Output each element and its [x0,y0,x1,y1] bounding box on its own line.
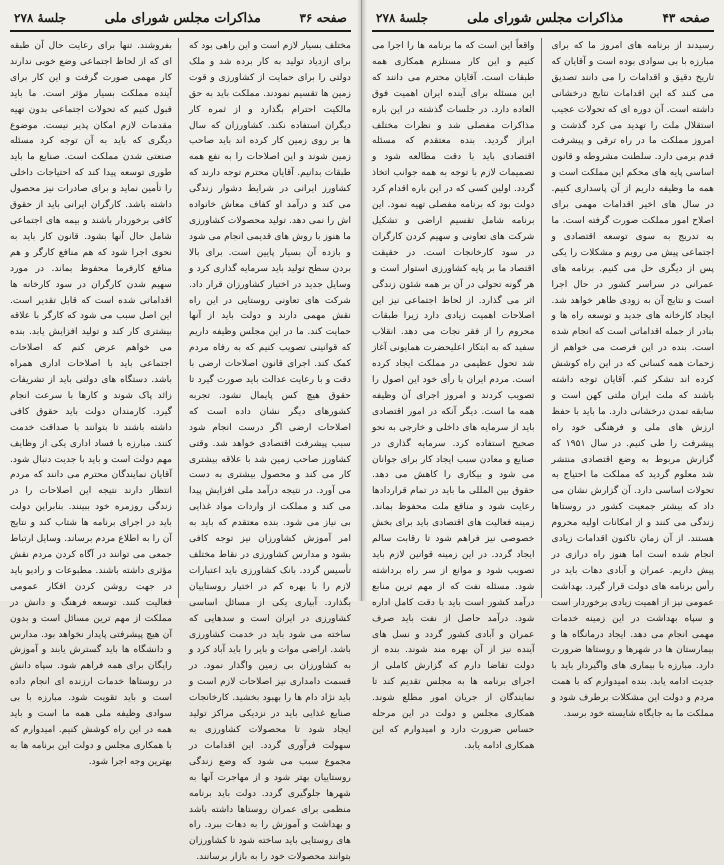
left-column-2-text: بفروشند. تنها برای رعایت حال آن طبقه ای که از لحاظ اجتماعی وضع خوبی ندارند کار مهمی صورت گرفت و این کار برای آینده مملکت بسیار مؤثر است. ما باید قبول کنیم که تحولات اجتماعی بدون تهیه مقدمات لازم امکان پذیر نیست. موضوع دیگری که باید به آن توجه کرد مسئله صنعتی شدن مملکت است. صنایع ما باید طوری توسعه پیدا کند که احتیاجات داخلی را تأمین نماید و برای صادرات نیز محصول داشته باشد. کارگران ایرانی باید از حقوق کافی برخوردار باشند و بیمه های اجتماعی شامل حال آنها بشود. قانون کار باید به نحوی اجرا شود که هم منافع کارگر و هم منافع کارفرما محفوظ بماند. در مورد سهیم شدن کارگران در سود کارخانه ها اقداماتی شده است که قابل تقدیر است. این اصل سبب می شود که کارگر با علاقه بیشتری کار کند و تولید افزایش یابد. بنده می خواهم عرض کنم که اصلاحات اجتماعی باید با اصلاحات اداری همراه باشد. دستگاه های دولتی باید از تشریفات زائد پاک شوند و کارها با سرعت انجام گیرد. کارمندان دولت باید حقوق کافی داشته باشند تا بتوانند با صداقت خدمت کنند. مبارزه با فساد اداری یکی از وظایف مهم دولت است و باید با جدیت دنبال شود. آقایان نمایندگان محترم می دانند که مردم انتظار دارند نتیجه این اصلاحات را در زندگی روزمره خود ببینند. بنابراین دولت باید در اجرای برنامه ها شتاب کند و نتایج آن را به اطلاع مردم برساند. وسایل ارتباط جمعی می توانند در آگاه کردن مردم نقش مؤثری داشته باشند. مطبوعات و رادیو باید در جهت روشن کردن افکار عمومی فعالیت کنند. توسعه فرهنگ و دانش در مملکت از مهم ترین مسائل است و بدون آن هیچ پیشرفتی پایدار نخواهد بود. مدارس و دانشگاه ها باید گسترش یابند و آموزش رایگان برای همه فراهم شود. سپاه دانش در روستاها خدمات ارزنده ای انجام داده است و باید تقویت شود. مبارزه با بی سوادی وظیفه ملی همه ما است و باید همه در این راه کوشش کنیم. امیدوارم که با همکاری مجلس و دولت این برنامه ها به بهترین وجه اجرا شود. [10,40,172,767]
right-column-1-text: رسیدند از برنامه های امروز ما که برای مبارزه با بی سوادی بوده است و آقایان که تاریخ دقیق و اقدامات را می دانند تصدیق می کنند که این اقدامات نتایج درخشانی داشته است. آن دوره ای که تحولات عجیب استقلال ملت را تهدید می کرد گذشت و امروز مملکت ما در راه ترقی و پیشرفت قدم برمی دارد. سلطنت مشروطه و قانون اساسی پایه های محکم این مملکت است و همه ما وظیفه داریم از آن پاسداری کنیم. در سال های اخیر اقدامات مهمی برای اصلاح امور مملکت صورت گرفته است. ما به تدریج به سوی توسعه اقتصادی و اجتماعی پیش می رویم و مشکلات را یکی پس از دیگری حل می کنیم. برنامه های عمرانی در سراسر کشور در حال اجرا است و نتایج آن به زودی ظاهر خواهد شد. ایجاد کارخانه های جدید و توسعه راه ها و بنادر از جمله اقداماتی است که انجام شده است. بنده در این فرصت می خواهم از زحمات همه کسانی که در این راه کوشش کرده اند تشکر کنم. آقایان توجه داشته باشند که ملت ایران ملتی کهن است و سابقه تمدن درخشانی دارد. ما باید با حفظ ارزش های ملی و فرهنگی خود راه پیشرفت را طی کنیم. در سال ۱۹۵۱ که گزارش مربوط به وضع اقتصادی منتشر شد معلوم گردید که مملکت ما احتیاج به تحولات اساسی دارد. آن گزارش نشان می داد که بیشتر جمعیت کشور در روستاها زندگی می کنند و از امکانات اولیه محروم هستند. از آن زمان تاکنون اقدامات زیادی انجام شده است اما هنوز راه درازی در پیش داریم. عمران و آبادی دهات باید در رأس برنامه های دولت قرار گیرد. بهداشت عمومی نیز از اهمیت زیادی برخوردار است و سپاه بهداشت در این زمینه خدمات مهمی انجام می دهد. ایجاد درمانگاه ها و بیمارستان ها در شهرها و روستاها ضرورت دارد. مبارزه با بیماری های واگیردار باید با جدیت ادامه یابد. بنده امیدوارم که با همت مردم و دولت این مشکلات برطرف شود و مملکت ما به جایگاه شایسته خود برسد. [551,40,714,720]
book-gutter-shadow [357,0,367,601]
right-page-header [372,6,714,32]
right-session-label: جلسهٔ ۲۷۸ [376,11,429,25]
right-column-2 [372,38,542,751]
right-page-columns [372,38,714,751]
left-column-1 [189,38,351,863]
left-column-2 [10,38,179,767]
left-page-number: صفحه ۳۶ [299,11,347,25]
right-page-title: مذاکرات مجلس شورای ملی [467,10,624,26]
left-page-columns [10,38,351,863]
right-page [362,0,724,751]
right-column-2-text: واقعاً این است که ما برنامه ها را اجرا می کنیم و این کار مستلزم همکاری همه طبقات است. آقایان محترم می دانند که این مسئله برای آینده ایران اهمیت فوق العاده دارد. در جلسات گذشته در این باره مذاکرات مفصلی شد و نظرات مختلف ابراز گردید. بنده معتقدم که مسئله اقتصادی باید با دقت مطالعه شود و تصمیمات لازم با توجه به همه جوانب اتخاذ گردد. اولین کسی که در این باره اقدام کرد دولت بود که برنامه مفصلی تهیه نمود. این برنامه شامل تقسیم اراضی و تشکیل شرکت های تعاونی و سهیم کردن کارگران در سود کارخانجات است. در حقیقت اقتصاد ما بر پایه کشاورزی استوار است و هر گونه تحولی در آن بر همه شئون زندگی اثر می گذارد. از لحاظ اجتماعی نیز این اصلاحات اهمیت زیادی دارد زیرا طبقات محروم را از فقر نجات می دهد. انقلاب سفید که به ابتکار اعلیحضرت همایونی آغاز شد تحول عظیمی در مملکت ایجاد کرده است. مردم ایران با رأی خود این اصول را تصویب کردند و امروز اجرای آن وظیفه همه ما است. دیگر آنکه در امور اقتصادی باید از سرمایه های داخلی و خارجی به نحو صحیح استفاده کرد. سرمایه گذاری در صنایع و معادن سبب ایجاد کار برای جوانان می شود و بیکاری را کاهش می دهد. حقوق بین المللی ما باید در تمام قراردادها رعایت شود و منافع ملت محفوظ بماند. زمینه فعالیت های اقتصادی باید برای بخش خصوصی نیز فراهم شود تا رقابت سالم ایجاد گردد. در این زمینه قوانین لازم باید تصویب شود و موانع از سر راه برداشته شود. مسئله نفت که از مهم ترین منابع درآمد کشور است باید با دقت کامل اداره شود. درآمد حاصل از نفت باید صرف عمران و آبادی کشور گردد و نسل های آینده نیز از آن بهره مند شوند. بنده از دولت تقاضا دارم که گزارش کاملی از اجرای برنامه ها به مجلس تقدیم کند تا نمایندگان از جریان امور مطلع شوند. همکاری مجلس و دولت در این مرحله حساس ضرورت دارد و امیدوارم که این همکاری ادامه یابد. [372,40,535,751]
left-page [0,0,362,863]
right-page-number: صفحه ۴۳ [662,11,710,25]
left-session-label: جلسهٔ ۲۷۸ [14,11,67,25]
left-page-header [10,6,351,32]
left-column-1-text: مختلف بسیار لازم است و این راهی بود که برای ازدیاد تولید به کار برده شد و ملک دولتی را برای حمایت از کشاورزی و قوت زمین ها تقسیم نمودند. مملکت باید به حق مالکیت احترام بگذارد و از ثمره کار دیگران استفاده نکند. کشاورزان که سال ها بر روی زمین کار کرده اند باید صاحب زمین شوند و این اصلاحات را به نفع همه طبقات بدانیم. آقایان محترم توجه دارند که کشاورز ایرانی در شرایط دشوار زندگی می کند و درآمد او کفاف معاش خانواده اش را نمی دهد. تولید محصولات کشاورزی ما هنوز با روش های قدیمی انجام می شود و بازده آن بسیار پایین است. برای بالا بردن سطح تولید باید سرمایه گذاری کرد و وسایل جدید در اختیار کشاورزان قرار داد. شرکت های تعاونی روستایی در این راه نقش مهمی دارند و دولت باید از آنها حمایت کند. ما در این مجلس وظیفه داریم که قوانینی تصویب کنیم که به رفاه مردم کمک کند. اجرای قانون اصلاحات ارضی با دقت و با رعایت عدالت باید صورت گیرد تا حقوق هیچ کس پایمال نشود. تجربه کشورهای دیگر نشان داده است که اصلاحات ارضی اگر درست انجام شود سبب پیشرفت اقتصادی خواهد شد. وقتی کشاورز صاحب زمین شد با علاقه بیشتری کار می کند و محصول بیشتری به دست می آورد. در نتیجه درآمد ملی افزایش پیدا می کند و مملکت از واردات مواد غذایی بی نیاز می شود. بنده معتقدم که باید به امر آموزش کشاورزان نیز توجه کافی بشود و مدارس کشاورزی در نقاط مختلف تأسیس گردد. بانک کشاورزی باید اعتبارات لازم را با بهره کم در اختیار روستاییان بگذارد. آبیاری یکی از مسائل اساسی کشاورزی در ایران است و سدهایی که ساخته می شود باید در خدمت کشاورزی باشد. اراضی موات و بایر را باید آباد کرد و به کشاورزان بی زمین واگذار نمود. در قسمت دامداری نیز اصلاحات لازم است و باید نژاد دام ها را بهبود بخشید. کارخانجات صنایع غذایی باید در نزدیکی مراکز تولید ایجاد شود تا محصولات کشاورزی به سهولت فرآوری گردد. این اقدامات در مجموع سبب می شود که وضع زندگی روستاییان بهتر شود و از مهاجرت آنها به شهرها جلوگیری گردد. دولت باید برنامه منظمی برای عمران روستاها داشته باشد و بهداشت و آموزش را به دهات ببرد. راه های روستایی باید ساخته شود تا کشاورزان بتوانند محصولات خود را به بازار برسانند. [189,40,351,863]
left-page-title: مذاکرات مجلس شورای ملی [104,10,261,26]
right-column-1 [551,38,715,720]
